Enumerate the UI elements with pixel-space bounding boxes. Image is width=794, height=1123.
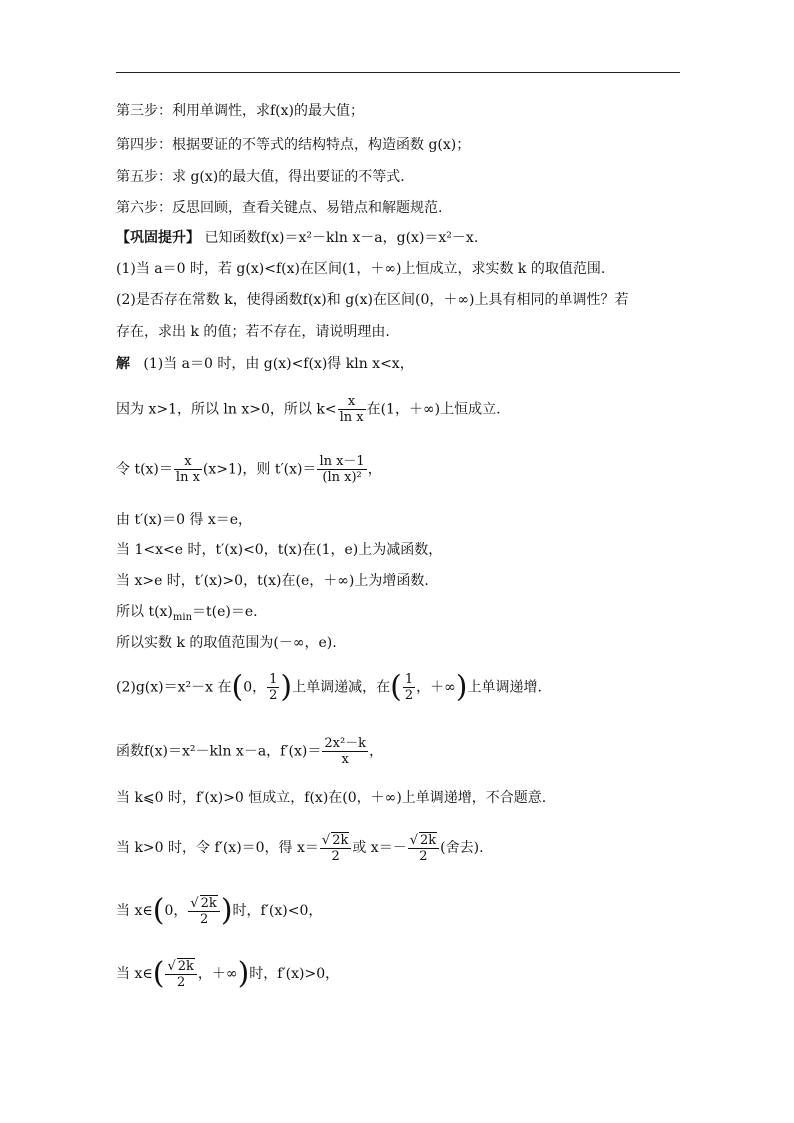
- fraction: [408, 832, 439, 864]
- solution-text: (1)当 a＝0 时，由 g(x)<f(x)得 kln x<x，: [143, 356, 414, 372]
- text: 在(1，＋∞)上恒成立.: [366, 401, 501, 418]
- numerator: 1: [269, 672, 278, 687]
- numerator: x: [338, 394, 366, 410]
- fraction: [322, 736, 368, 767]
- solution-line-11: 当 k⩽0 时，f′(x)>0 恒成立，f(x)在(0，＋∞)上单调递增，不合题意.: [116, 790, 547, 806]
- problem-tag: 【巩固提升】: [116, 230, 200, 246]
- fraction: [267, 672, 279, 703]
- solution-line-7: [116, 603, 258, 627]
- denominator: 2: [419, 849, 428, 864]
- text: 时，f′(x)>0，: [249, 966, 340, 982]
- step-6: 第六步：反思回顾，查看关键点、易错点和解题规范.: [116, 200, 443, 216]
- text: 函数f(x)＝x²－kln x－a，f′(x)＝: [116, 743, 322, 760]
- paren-close: ): [280, 669, 293, 705]
- question-2-line-2: 存在，求出 k 的值；若不存在，请说明理由.: [116, 324, 390, 340]
- fraction: [174, 454, 202, 485]
- text: ，: [369, 743, 384, 760]
- question-2-line-1: (2)是否存在常数 k，使得函数f(x)和 g(x)在区间(0，＋∞)上具有相同的单调性？若: [116, 292, 629, 308]
- solution-line-6: 当 x>e 时，t′(x)>0，t(x)在(e，＋∞)上为增函数.: [116, 573, 429, 589]
- numerator: √ 2k: [188, 895, 219, 912]
- fraction: [338, 394, 366, 425]
- problem-intro: 已知函数f(x)＝x²－kln x－a，g(x)＝x²－x.: [204, 230, 479, 246]
- paren-close: ): [455, 669, 468, 705]
- paren-open: (: [390, 669, 402, 705]
- numerator: x: [174, 454, 202, 470]
- solution-line-10: [116, 736, 383, 767]
- solution-line-13: [116, 895, 322, 927]
- denominator: x: [341, 752, 349, 767]
- denominator: 2: [199, 912, 209, 927]
- solution-line-14: [116, 958, 339, 990]
- numerator: √ 2k: [408, 832, 439, 849]
- numerator: √ 2k: [320, 832, 351, 849]
- denominator: (ln x)²: [322, 470, 362, 485]
- numerator: √ 2k: [165, 958, 196, 975]
- step-4: 第四步：根据要证的不等式的结构特点，构造函数 g(x)；: [116, 137, 471, 153]
- radicand: 2k: [420, 833, 437, 848]
- paren-open: (: [152, 893, 165, 928]
- text: (2)g(x)＝x²－x 在: [116, 679, 232, 696]
- fraction: [165, 958, 196, 990]
- text: 上单调递减，在: [292, 679, 391, 696]
- paren-open: (: [152, 956, 165, 991]
- text: ＝t(e)＝e.: [192, 604, 258, 620]
- text: 或 x＝－: [352, 840, 407, 856]
- solution-line-8: 所以实数 k 的取值范围为(－∞，e).: [116, 635, 337, 651]
- problem-statement: [116, 229, 478, 247]
- denominator: ln x: [175, 470, 200, 485]
- text: 上单调递增.: [467, 679, 542, 696]
- radicand: 2k: [200, 896, 217, 911]
- question-1: (1)当 a＝0 时，若 g(x)<f(x)在区间(1，＋∞)上恒成立，求实数 k 的取值范围.: [116, 261, 606, 277]
- fraction: [317, 454, 366, 485]
- text: 0，: [164, 903, 188, 919]
- text: 0，: [243, 679, 267, 696]
- text: 当 x∈: [116, 966, 153, 982]
- solution-label: 解: [116, 356, 130, 372]
- step-5: 第五步：求 g(x)的最大值，得出要证的不等式.: [116, 169, 405, 185]
- denominator: 2: [177, 975, 186, 990]
- numerator: 2x²－k: [324, 736, 367, 751]
- denominator: ln x: [339, 410, 364, 425]
- solution-line-5: 当 1<x<e 时，t′(x)<0，t(x)在(1，e)上为减函数，: [116, 542, 443, 558]
- solution-line-9: [116, 669, 542, 705]
- solution-line-4: 由 t′(x)＝0 得 x＝e，: [116, 512, 253, 528]
- paren-open: (: [231, 669, 244, 705]
- text: ，: [367, 461, 382, 478]
- fraction: [188, 895, 219, 927]
- text: 当 x∈: [116, 903, 153, 919]
- text: (舍去).: [440, 840, 484, 856]
- step-3: 第三步：利用单调性，求f(x)的最大值；: [116, 103, 364, 119]
- radicand: 2k: [177, 959, 194, 974]
- text: 因为 x>1，所以 ln x>0，所以 k<: [116, 401, 337, 418]
- solution-line-1: [116, 355, 414, 373]
- solution-line-3: [116, 454, 382, 485]
- subscript: min: [172, 611, 193, 623]
- text: 所以 t(x): [116, 604, 173, 620]
- header-rule: [116, 72, 680, 73]
- text: ，＋∞: [416, 679, 456, 696]
- text: 当 k>0 时，令 f′(x)＝0，得 x＝: [116, 840, 319, 856]
- text: 时，f′(x)<0，: [232, 903, 323, 919]
- text: (x>1)，则 t′(x)＝: [202, 461, 317, 478]
- text: ，＋∞: [197, 966, 238, 982]
- denominator: 2: [404, 688, 414, 703]
- solution-line-12: [116, 832, 484, 864]
- paren-close: ): [237, 956, 250, 991]
- radicand: 2k: [332, 833, 349, 848]
- fraction: [320, 832, 351, 864]
- denominator: 2: [331, 849, 340, 864]
- denominator: 2: [269, 688, 278, 703]
- fraction: [403, 672, 415, 703]
- paren-close: ): [220, 893, 233, 928]
- numerator: 1: [404, 672, 414, 687]
- text: 令 t(x)＝: [116, 461, 173, 478]
- solution-line-2: [116, 394, 501, 425]
- numerator: ln x－1: [319, 454, 365, 469]
